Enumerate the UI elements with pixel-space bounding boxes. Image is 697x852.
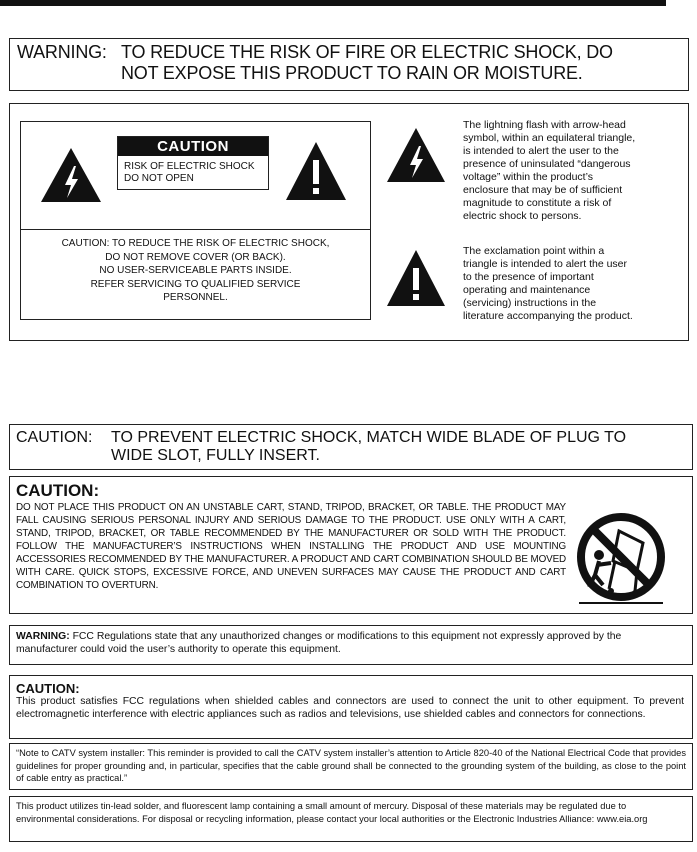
caution-header: CAUTION: [118, 137, 268, 156]
cart-caution-box: [9, 476, 693, 614]
explain-line: (servicing) instructions in the: [463, 297, 597, 309]
explain-line: The exclamation point within a: [463, 245, 605, 257]
symbol-explanation-box: [9, 103, 689, 341]
lead-solder-note-box: [9, 796, 693, 842]
cart-tip-over-icon: [571, 511, 671, 607]
warning-text-line-2: NOT EXPOSE THIS PRODUCT TO RAIN OR MOISTURE.: [121, 63, 583, 83]
panel-line: PERSONNEL.: [163, 292, 228, 303]
panel-line: REFER SERVICING TO QUALIFIED SERVICE: [90, 278, 301, 290]
plug-caution-box: [9, 424, 693, 470]
cart-caution-body: DO NOT PLACE THIS PRODUCT ON AN UNSTABLE CART, STAND, TRIPOD, BRACKET, OR TABLE. THE PRODUCT MAY FALL CAUSING SERIOUS PERSONAL INJURY AND SERIOUS DAMAGE TO THE PRODUCT. USE ONLY WITH A CART, STAND, TRIPOD, BRACKET, OR TABLE RECOMMENDED BY THE MANUFACTURER OR SOLD WITH THE PRODUCT. FOLLOW THE MANUFACTURER’S INSTRUCTIONS WHEN INSTALLING THE PRODUCT AND USE MOUNTING ACCESSORIES RECOMMENDED BY THE MANUFACTURER. A PRODUCT AND CART COMBINATION SHOULD BE MOVED WITH CARE. QUICK STOPS, EXCESSIVE FORCE, AND UNEVEN SURFACES MAY CAUSE THE PRODUCT AND CART COMBINATION TO OVERTURN.: [16, 502, 566, 591]
panel-line: CAUTION: TO REDUCE THE RISK OF ELECTRIC SHOCK,: [61, 238, 330, 249]
warning-text-line-1: TO REDUCE THE RISK OF FIRE OR ELECTRIC SHOCK, DO: [121, 42, 613, 62]
warning-line-1: [17, 42, 613, 63]
explain-line: to the presence of important: [463, 271, 594, 283]
plug-line-1: [16, 428, 627, 447]
caution-label: [117, 136, 269, 190]
warning-line-2: [17, 63, 583, 84]
exclamation-triangle-icon: [286, 142, 346, 200]
lightning-triangle-icon: [387, 128, 445, 182]
panel-line: NO USER-SERVICEABLE PARTS INSIDE.: [99, 265, 292, 276]
caution-panel-text: [21, 237, 370, 305]
catv-note-text: “Note to CATV system installer: This reminder is provided to call the CATV system installer’s attention to Article 820-40 of the National Electrical Code that provides guidelines for proper grounding and, in particular, specifies that the cable ground shall be connected to the grounding system of the building, as close to the point of cable entry as practical.”: [16, 748, 686, 783]
caution-label-panel: [20, 121, 371, 320]
plug-caution-label: CAUTION:: [16, 429, 93, 446]
caution-sub-1: RISK OF ELECTRIC SHOCK: [124, 161, 255, 172]
shield-caution-body: This product satisfies FCC regulations when shielded cables and connectors are used to connect the unit to other equipment. To prevent electromagnetic interference with electric appliances such as radios and televisions, use shielded cables and connectors for connections.: [16, 696, 684, 720]
lightning-explanation: [463, 119, 683, 223]
explain-line: enclosure that may be of sufficient: [463, 184, 623, 196]
fire-shock-warning-box: [9, 38, 689, 91]
catv-note-box: [9, 743, 693, 790]
caution-sub-2: DO NOT OPEN: [124, 173, 194, 184]
plug-line-2: [16, 446, 320, 465]
fcc-warning-label: WARNING:: [16, 631, 70, 642]
explain-line: operating and maintenance: [463, 284, 591, 296]
explain-line: magnitude to constitute a risk of: [463, 197, 612, 209]
lead-note-text: This product utilizes tin-lead solder, and fluorescent lamp containing a small amount of mercury. Disposal of these materials may be regulated due to environmental considerations. For disposal or recycling information, please contact your local authorities or the Electronic Industries Alliance: www.eia.org: [16, 801, 648, 824]
explain-line: The lightning flash with arrow-head: [463, 119, 626, 131]
fcc-warning-text: [16, 630, 684, 656]
exclamation-explanation: [463, 245, 683, 323]
explain-line: is intended to alert the user to the: [463, 145, 619, 157]
explain-line: electric shock to persons.: [463, 210, 582, 222]
shield-caution-title: CAUTION:: [16, 681, 80, 696]
warning-label: WARNING:: [17, 42, 107, 62]
plug-text-line-2: WIDE SLOT, FULLY INSERT.: [111, 447, 320, 464]
explain-line: literature accompanying the product.: [463, 310, 633, 322]
exclamation-triangle-icon: [387, 250, 445, 306]
explain-line: presence of uninsulated “dangerous: [463, 158, 631, 170]
panel-line: DO NOT REMOVE COVER (OR BACK).: [105, 251, 286, 263]
plug-text-line-1: TO PREVENT ELECTRIC SHOCK, MATCH WIDE BLADE OF PLUG TO: [111, 429, 627, 446]
shielded-cable-caution-box: [9, 675, 693, 739]
fcc-warning-box: [9, 625, 693, 665]
fcc-warning-body: FCC Regulations state that any unauthorized changes or modifications to this equipment not expressly approved by the manufacturer could void the user’s authority to operate this equipment.: [16, 631, 622, 655]
cart-caution-title: CAUTION:: [16, 481, 100, 500]
explain-line: symbol, within an equilateral triangle,: [463, 132, 636, 144]
top-rule: [0, 0, 666, 6]
caution-label-top: [21, 122, 370, 230]
explain-line: triangle is intended to alert the user: [463, 258, 628, 270]
explain-line: voltage” within the product’s: [463, 171, 593, 183]
lightning-triangle-icon: [41, 148, 101, 202]
